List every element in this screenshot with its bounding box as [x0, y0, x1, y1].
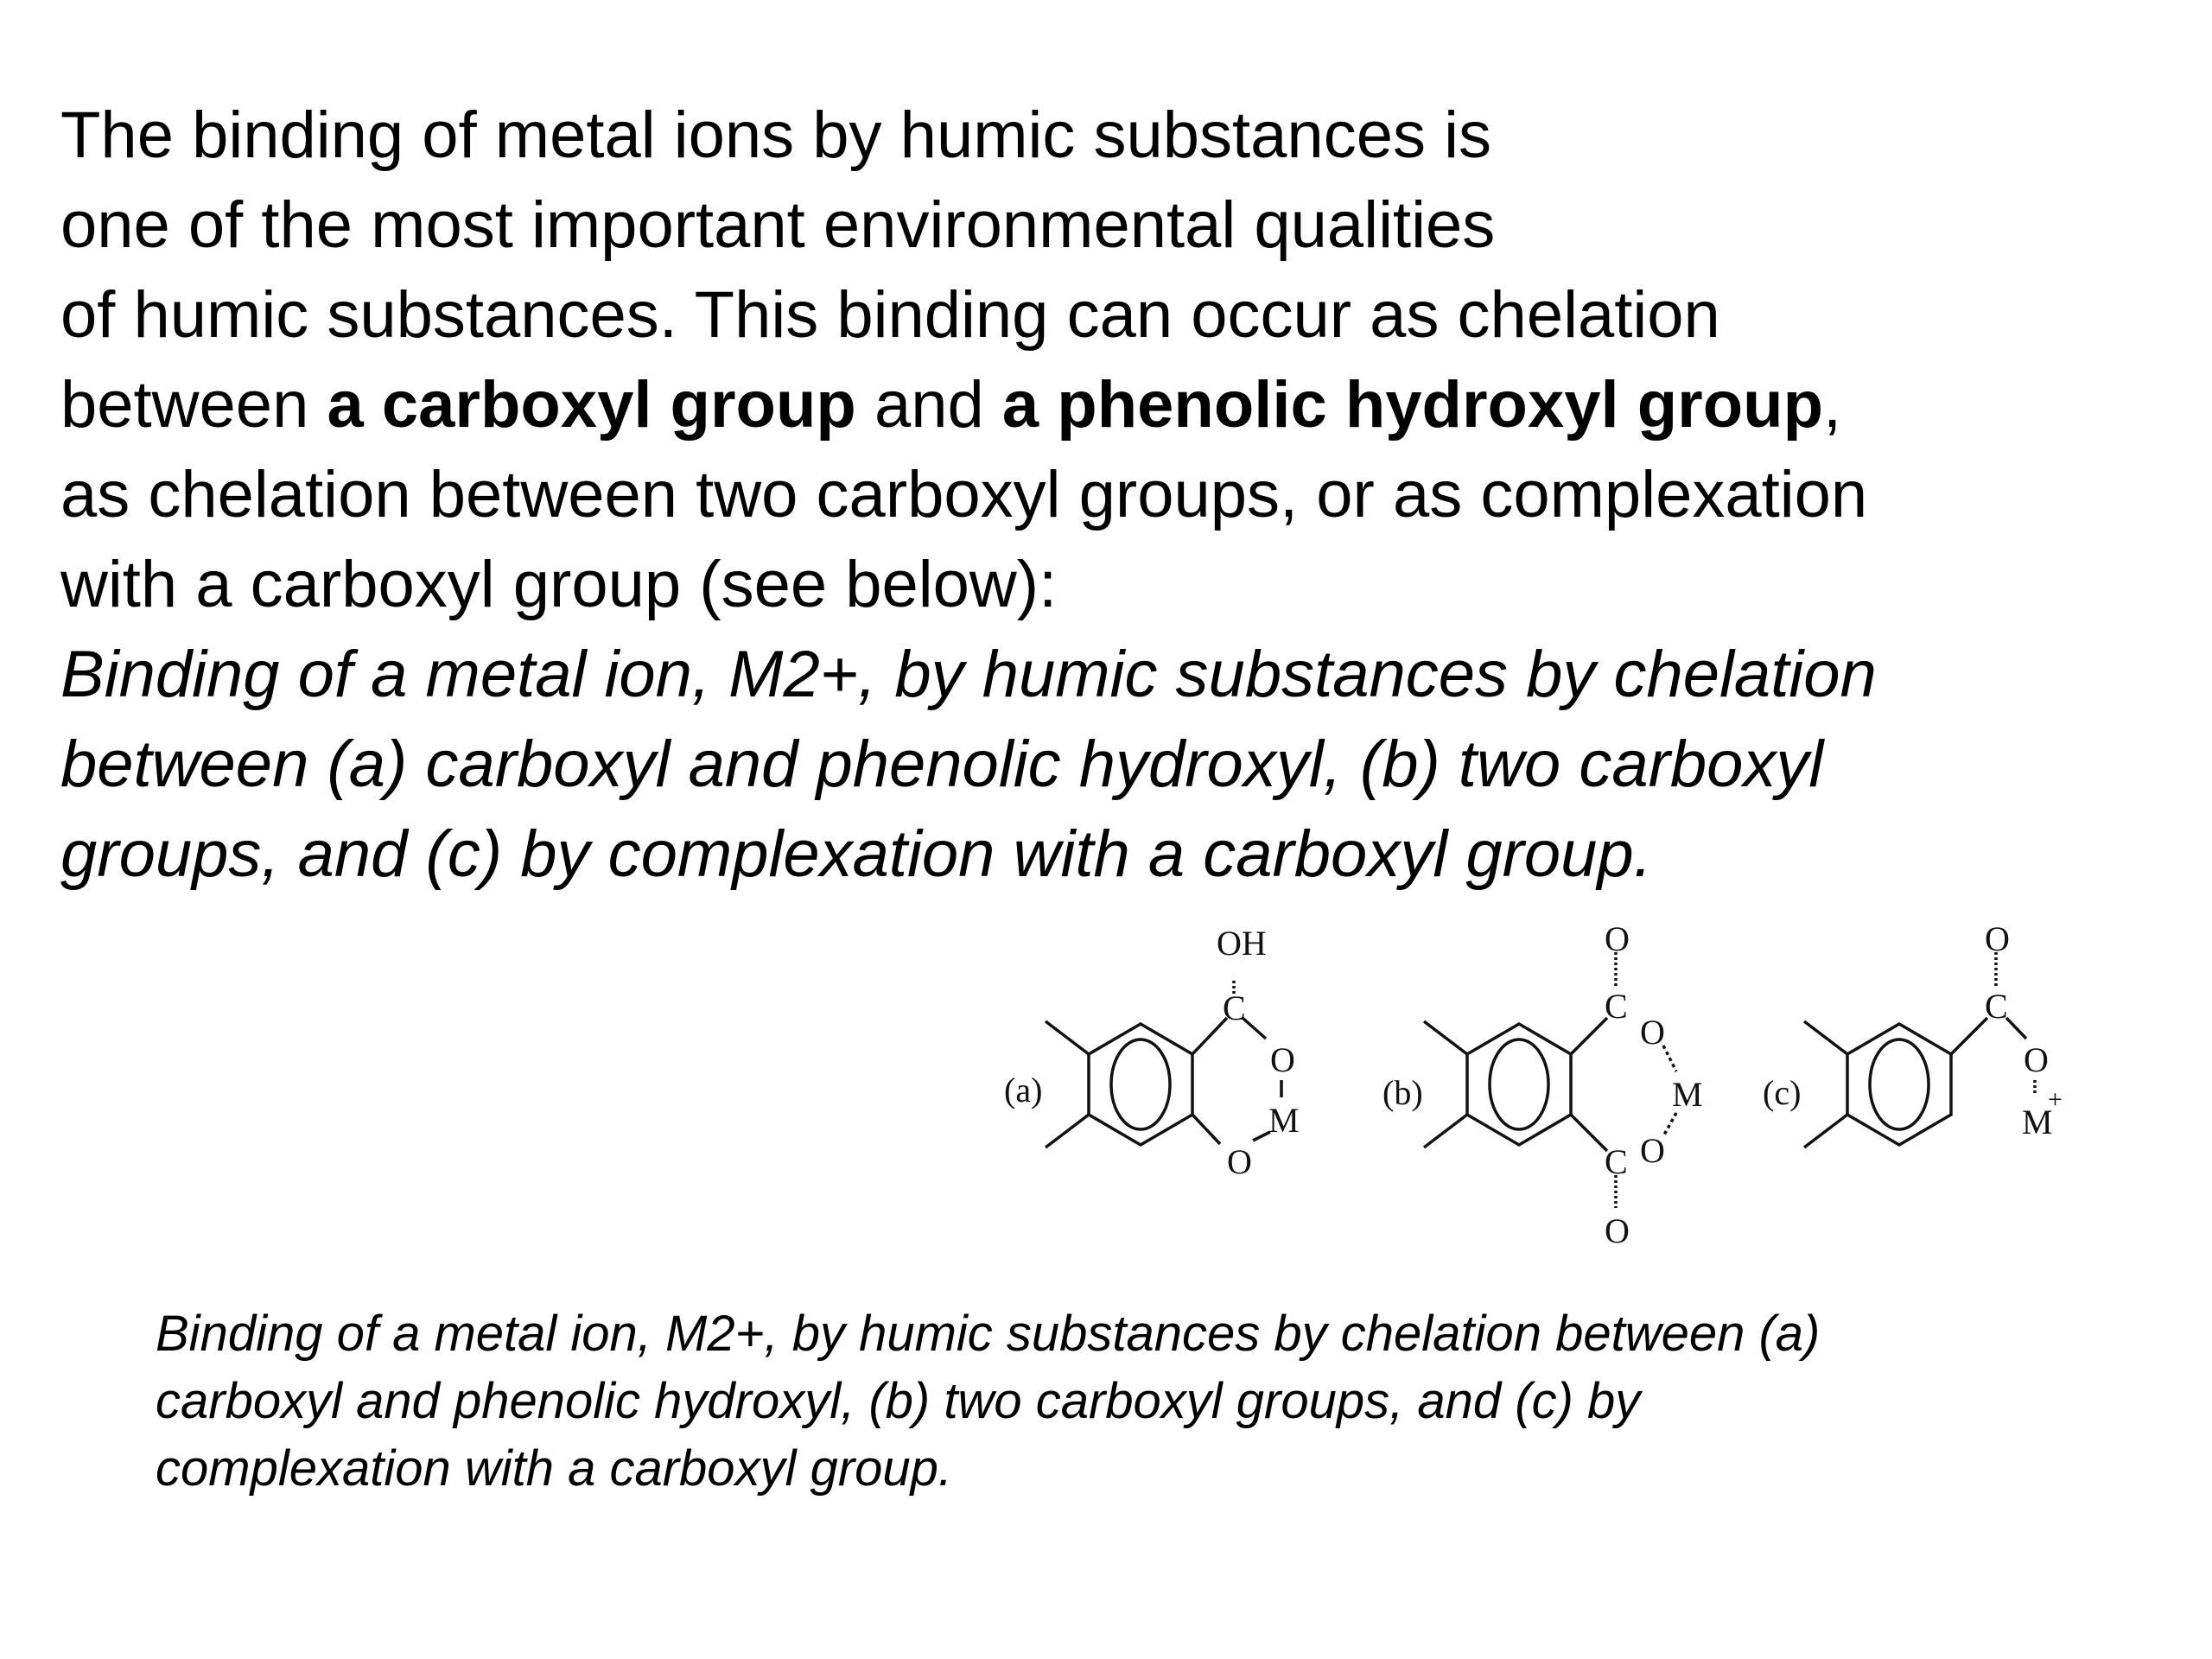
aromatic-circle-a [1111, 1039, 1170, 1129]
methyl-bond-bottom-b [1424, 1115, 1467, 1147]
atom-c-bottom-b: C [1605, 1142, 1628, 1181]
benzene-ring-a [1089, 1024, 1192, 1145]
benzene-ring-c [1847, 1024, 1951, 1145]
c-o-bond-a [1243, 1018, 1266, 1039]
atom-c-top-b: C [1605, 987, 1628, 1026]
atom-o-right-a: O [1270, 1040, 1295, 1079]
o-m-bond-bottom-a [1253, 1132, 1270, 1141]
c-o-bond-c [2006, 1018, 2026, 1039]
label-a: (a) [1004, 1071, 1043, 1109]
main-text-block [60, 91, 2169, 899]
chemical-structures-diagram [994, 916, 2100, 1296]
methyl-bond-top-b [1424, 1021, 1467, 1054]
caption-line-3: complexation with a carboxyl group. [156, 1440, 953, 1497]
atom-o-top-b: O [1605, 919, 1630, 958]
carboxyl-bond-top-b [1571, 1018, 1607, 1054]
atom-m-b: M [1672, 1075, 1703, 1114]
atom-c-c: C [1985, 987, 2008, 1026]
label-b: (b) [1382, 1073, 1423, 1112]
structure-a [1046, 981, 1281, 1147]
o-m-dash-top-b [1663, 1046, 1676, 1071]
methyl-bond-top-a [1046, 1021, 1089, 1054]
line4-text-mid: and [855, 368, 1002, 442]
paragraph-line-1: The binding of metal ions by humic substances is [60, 99, 1491, 172]
figure-caption [156, 1300, 2100, 1503]
italic-line-3: groups, and (c) by complexation with a carboxyl group. [60, 817, 1652, 891]
benzene-ring-b [1467, 1024, 1571, 1145]
carboxyl-bond-bottom-b [1571, 1115, 1607, 1151]
atom-o-bottom-b: O [1605, 1211, 1630, 1250]
aromatic-circle-b [1490, 1039, 1548, 1129]
paragraph-line-4 [60, 360, 2169, 450]
phenol-bond-a [1192, 1115, 1220, 1144]
charge-plus-c: + [2048, 1085, 2063, 1114]
line4-text-pre: between [60, 368, 327, 442]
methyl-bond-top-c [1804, 1021, 1847, 1054]
italic-line-1: Binding of a metal ion, M2+, by humic substances by chelation [60, 638, 1877, 711]
paragraph-line-3: of humic substances. This binding can occur as chelation [60, 278, 1720, 352]
paragraph-line-5: as chelation between two carboxyl groups, or as complexation [60, 458, 1868, 531]
structure-c [1804, 952, 2035, 1147]
aromatic-circle-c [1870, 1039, 1929, 1129]
o-m-dash-bottom-b [1663, 1113, 1676, 1136]
paragraph-line-6: with a carboxyl group (see below): [60, 548, 1058, 621]
carboxyl-bond-a [1192, 1018, 1227, 1054]
atom-o-bottom-a: O [1227, 1142, 1252, 1181]
atom-o-bottom-right-b: O [1640, 1131, 1665, 1170]
line4-text-post: , [1823, 368, 1842, 442]
methyl-bond-bottom-a [1046, 1115, 1089, 1147]
atom-oh-a: OH [1217, 924, 1267, 963]
atom-o-top-right-b: O [1640, 1013, 1665, 1052]
atom-c-a: C [1223, 988, 1246, 1027]
atom-m-c: M [2022, 1103, 2053, 1141]
atom-m-a: M [1268, 1101, 1300, 1140]
bold-term-phenolic-hydroxyl-group: a phenolic hydroxyl group [1001, 368, 1824, 442]
structure-b [1424, 952, 1676, 1208]
caption-line-1: Binding of a metal ion, M2+, by humic substances by chelation between (a) [156, 1306, 1821, 1362]
bold-term-carboxyl-group: a carboxyl group [327, 368, 856, 442]
atom-o-top-c: O [1985, 919, 2010, 958]
methyl-bond-bottom-c [1804, 1115, 1847, 1147]
italic-line-2: between (a) carboxyl and phenolic hydroxyl, (b) two carboxyl [60, 728, 1824, 801]
paragraph-line-2: one of the most important environmental qualities [60, 188, 1496, 262]
label-c: (c) [1763, 1073, 1802, 1112]
carboxyl-bond-c [1951, 1018, 1987, 1054]
atom-o-right-c: O [2024, 1040, 2049, 1079]
caption-line-2: carboxyl and phenolic hydroxyl, (b) two carboxyl groups, and (c) by [156, 1373, 1641, 1429]
chelation-structures-figure [994, 916, 2100, 1296]
